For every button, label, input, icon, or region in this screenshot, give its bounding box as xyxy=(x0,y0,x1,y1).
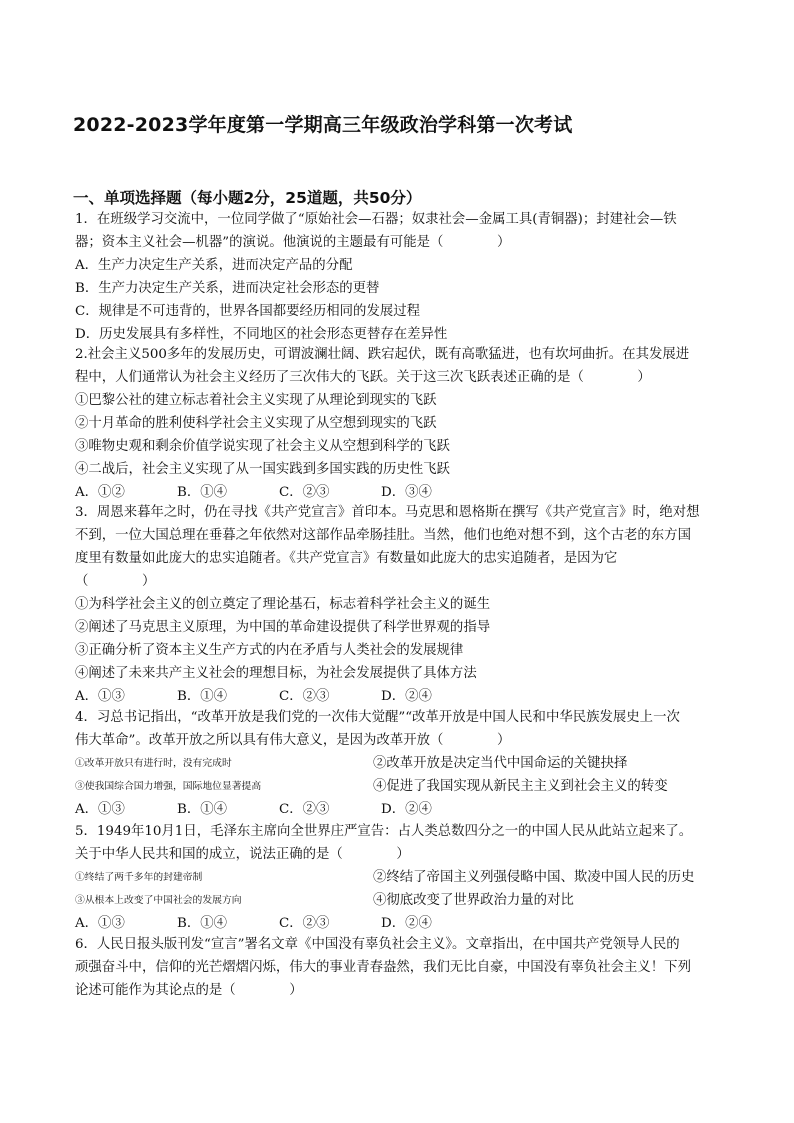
option-line: D．历史发展具有多样性，不同地区的社会形态更替存在差异性 xyxy=(75,327,448,342)
option-d: D．②④ xyxy=(381,802,432,817)
option-d: D．③④ xyxy=(381,485,432,500)
question-line: 1．在班级学习交流中，一位同学做了“原始社会—石器；奴隶社会—金属工具(青铜器)；封建社会—铁 xyxy=(75,212,677,227)
question-5 xyxy=(75,820,735,935)
option-line: A．生产力决定生产关系，进而决定产品的分配 xyxy=(75,258,353,273)
question-line: 顽强奋斗中，信仰的光芒熠熠闪烁，伟大的事业青春盎然，我们无比自豪，中国没有辜负社会主义！下列 xyxy=(75,960,691,975)
question-line: 6．人民日报头版刊发“宣言”署名文章《中国没有辜负社会主义》。文章指出，在中国共产党领导人民的 xyxy=(75,937,680,952)
statement-pair xyxy=(75,889,735,912)
option-b: B．①④ xyxy=(177,916,228,931)
option-b: B．①④ xyxy=(177,802,228,817)
statement-pair xyxy=(75,866,735,889)
option-line: B．生产力决定生产关系，进而决定社会形态的更替 xyxy=(75,281,380,296)
answer-options xyxy=(75,685,735,708)
section-heading: 一、单项选择题（每小题2分，25道题，共50分） xyxy=(73,189,422,207)
answer-options xyxy=(75,912,735,935)
question-line: 5．1949年10月1日，毛泽东主席向全世界庄严宣告：占人类总数四分之一的中国人民从此站立起来了。 xyxy=(75,824,693,839)
option-c: C．②③ xyxy=(279,689,330,704)
statement-1: ①终结了两千多年的封建帝制 xyxy=(75,872,203,883)
statement-line: ②阐述了马克思主义原理，为中国的革命建设提供了科学世界观的指导 xyxy=(75,620,491,635)
option-c: C．②③ xyxy=(279,916,330,931)
statement-line: ①巴黎公社的建立标志着社会主义实现了从理论到现实的飞跃 xyxy=(75,393,437,408)
question-6 xyxy=(75,933,735,1002)
statement-line: ①为科学社会主义的创立奠定了理论基石，标志着科学社会主义的诞生 xyxy=(75,597,491,612)
option-a: A．①③ xyxy=(75,802,125,817)
question-4 xyxy=(75,706,735,821)
exam-title: 2022-2023学年度第一学期高三年级政治学科第一次考试 xyxy=(73,114,573,136)
question-line: 程中，人们通常认为社会主义经历了三次伟大的飞跃。关于这三次飞跃表述正确的是（ ） xyxy=(75,370,651,385)
option-a: A．①② xyxy=(75,485,125,500)
statement-line: ④二战后，社会主义实现了从一国实践到多国实践的历史性飞跃 xyxy=(75,462,450,477)
question-line: 4．习总书记指出，“改革开放是我们党的一次伟大觉醒”“改革开放是中国人民和中华民族发展史上一次 xyxy=(75,710,680,725)
statement-line: ②十月革命的胜利使科学社会主义实现了从空想到现实的飞跃 xyxy=(75,416,437,431)
statement-pair xyxy=(75,775,735,798)
statement-3: ③从根本上改变了中国社会的发展方向 xyxy=(75,895,242,906)
statement-2: ②改革开放是决定当代中国命运的关键抉择 xyxy=(373,756,628,771)
option-b: B．①④ xyxy=(177,689,228,704)
statement-2: ②终结了帝国主义列强侵略中国、欺凌中国人民的历史 xyxy=(373,870,695,885)
option-d: D．②④ xyxy=(381,916,432,931)
option-c: C．②③ xyxy=(279,802,330,817)
statement-4: ④促进了我国实现从新民主主义到社会主义的转变 xyxy=(373,779,668,794)
question-2 xyxy=(75,343,735,504)
question-line: 度里有数量如此庞大的忠实追随者。《共产党宣言》有数量如此庞大的忠实追随者，是因为它 xyxy=(75,551,618,566)
option-d: D．②④ xyxy=(381,689,432,704)
question-3 xyxy=(75,501,735,708)
option-b: B．①④ xyxy=(177,485,228,500)
question-line: 伟大革命”。改革开放之所以具有伟大意义，是因为改革开放（ ） xyxy=(75,733,511,748)
statement-4: ④彻底改变了世界政治力量的对比 xyxy=(373,893,574,908)
statement-3: ③使我国综合国力增强，国际地位显著提高 xyxy=(75,781,262,792)
question-line: 3．周恩来暮年之时，仍在寻找《共产党宣言》首印本。马克思和恩格斯在撰写《共产党宣言》时，绝对想 xyxy=(75,505,700,520)
question-line: 关于中华人民共和国的成立，说法正确的是（ ） xyxy=(75,847,410,862)
option-c: C．②③ xyxy=(279,485,330,500)
question-line: 器；资本主义社会—机器”的演说。他演说的主题最有可能是（ ） xyxy=(75,235,511,250)
answer-options xyxy=(75,798,735,821)
question-line: （ ） xyxy=(75,574,156,589)
question-line: 论述可能作为其论点的是（ ） xyxy=(75,983,303,998)
option-a: A．①③ xyxy=(75,916,125,931)
option-a: A．①③ xyxy=(75,689,125,704)
question-line: 不到，一位大国总理在垂暮之年依然对这部作品牵肠挂肚。当然，他们也绝对想不到，这个古老的东方国 xyxy=(75,528,691,543)
statement-line: ④阐述了未来共产主义社会的理想目标，为社会发展提供了具体方法 xyxy=(75,666,477,681)
question-1 xyxy=(75,208,735,346)
question-line: 2.社会主义500多年的发展历史，可谓波澜壮阔、跌宕起伏，既有高歌猛进，也有坎坷曲折。在其发展进 xyxy=(75,347,690,362)
statement-line: ③正确分析了资本主义生产方式的内在矛盾与人类社会的发展规律 xyxy=(75,643,464,658)
statement-line: ③唯物史观和剩余价值学说实现了社会主义从空想到科学的飞跃 xyxy=(75,439,450,454)
statement-1: ①改革开放只有进行时，没有完成时 xyxy=(75,758,232,769)
statement-pair xyxy=(75,752,735,775)
option-line: C．规律是不可违背的，世界各国都要经历相同的发展过程 xyxy=(75,304,421,319)
